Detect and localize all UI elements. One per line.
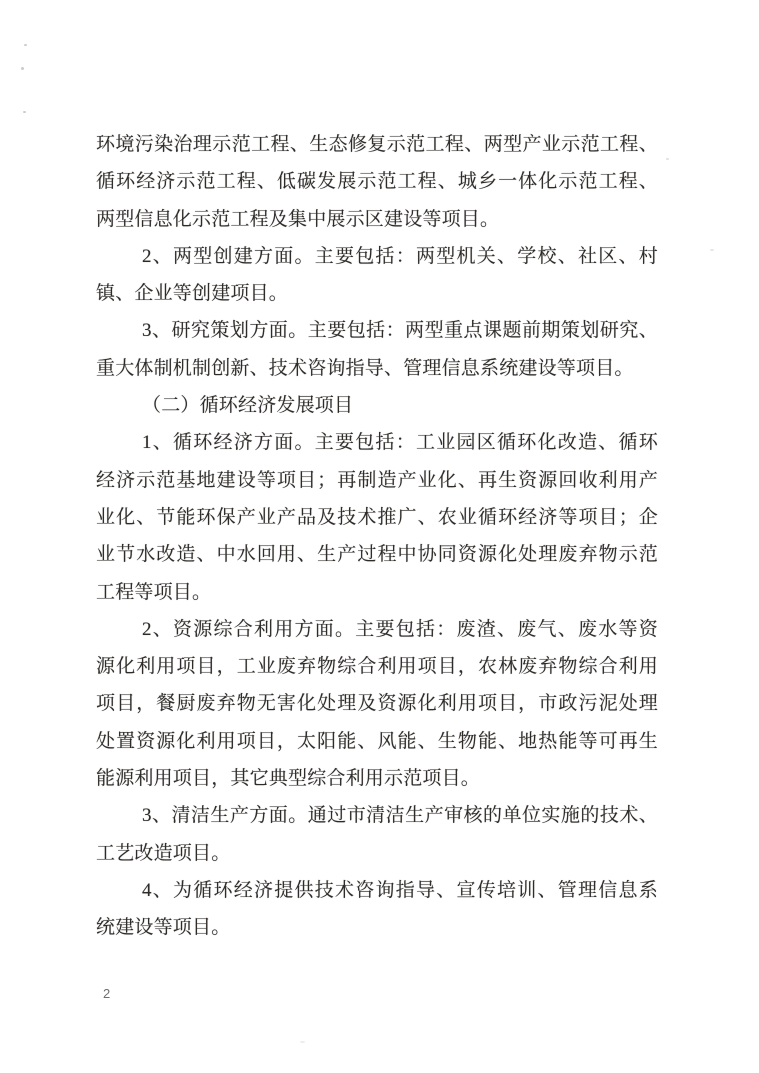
text-line: 1、循环经济方面。主要包括：工业园区循环化改造、循环 [142, 432, 658, 454]
text-line: 2、两型创建方面。主要包括：两型机关、学校、社区、村 [142, 245, 658, 267]
scan-speck [23, 111, 26, 113]
document-body [96, 126, 658, 947]
text-line: 2、资源综合利用方面。主要包括：废渣、废气、废水等资 [142, 618, 658, 640]
scan-speck [24, 44, 27, 46]
text-line: 业化、节能环保产业产品及技术推广、农业循环经济等项目；企 [96, 506, 658, 528]
text-line: 3、研究策划方面。主要包括：两型重点课题前期策划研究、 [142, 320, 658, 342]
text-line: （二）循环经济发展项目 [142, 395, 354, 417]
text-line: 统建设等项目。 [96, 917, 231, 939]
scan-speck [710, 249, 714, 251]
text-line: 镇、企业等创建项目。 [96, 283, 289, 305]
text-line: 处置资源化利用项目，太阳能、风能、生物能、地热能等可再生 [96, 730, 658, 752]
scan-speck [300, 1041, 305, 1043]
scan-speck [21, 67, 24, 70]
text-line: 环境污染治理示范工程、生态修复示范工程、两型产业示范工程、 [96, 134, 658, 155]
text-line: 4、为循环经济提供技术咨询指导、宣传培训、管理信息系 [142, 879, 658, 901]
scan-speck [666, 158, 669, 160]
text-line: 能源利用项目，其它典型综合利用示范项目。 [96, 768, 481, 790]
text-line: 源化利用项目，工业废弃物综合利用项目，农林废弃物综合利用 [96, 656, 658, 678]
text-line: 重大体制机制创新、技术咨询指导、管理信息系统建设等项目。 [96, 357, 634, 379]
text-line: 业节水改造、中水回用、生产过程中协同资源化处理废弃物示范 [96, 544, 658, 566]
text-line: 循环经济示范工程、低碳发展示范工程、城乡一体化示范工程、 [96, 171, 658, 193]
text-line: 工程等项目。 [96, 581, 212, 603]
text-line: 两型信息化示范工程及集中展示区建设等项目。 [96, 208, 500, 230]
text-line: 3、清洁生产方面。通过市清洁生产审核的单位实施的技术、 [142, 805, 658, 827]
text-line: 项目，餐厨废弃物无害化处理及资源化利用项目，市政污泥处理 [96, 693, 658, 715]
text-line: 工艺改造项目。 [96, 842, 231, 864]
text-line: 经济示范基地建设等项目；再制造产业化、再生资源回收利用产 [96, 469, 658, 491]
page-number: 2 [103, 986, 111, 1001]
